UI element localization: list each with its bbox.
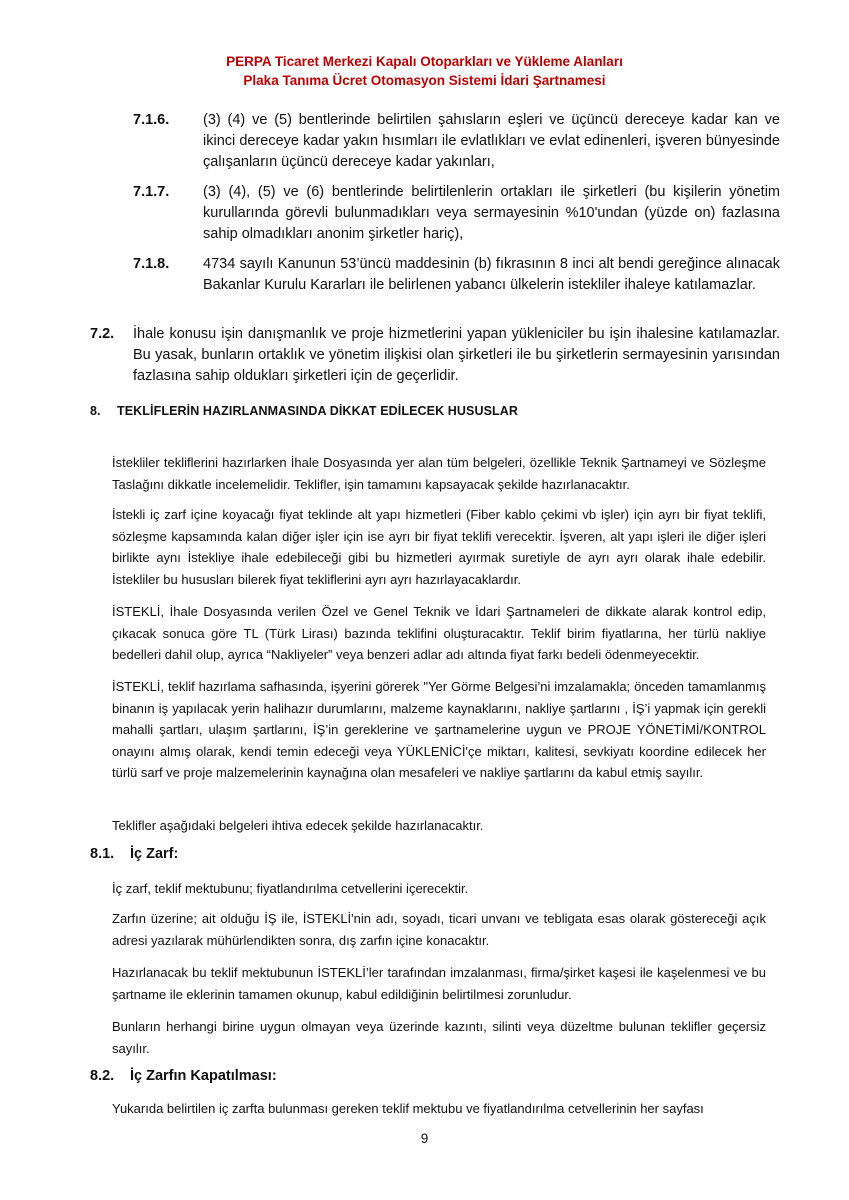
section-title: TEKLİFLERİN HAZIRLANMASINDA DİKKAT EDİLECEK HUSUSLAR — [117, 404, 519, 418]
section-8-1-heading — [90, 846, 178, 862]
paragraph: Yukarıda belirtilen iç zarfta bulunması gereken teklif mektubu ve fiyatlandırılma cetvellerinin her sayfası — [112, 1101, 704, 1116]
clause-text: (3) (4), (5) ve (6) bentlerinde belirtilenlerin ortakları ile şirketleri (bu kişilerin yönetim kurullarında görevli bulunmadıkları veya sermayesinin %10'undan (yüzde on) fazlasına sahip olmadıkları anonim şirketler hariç), — [203, 184, 780, 242]
page-number: 9 — [420, 1131, 429, 1146]
section-number: 8.1. — [90, 846, 115, 862]
clause-text: İhale konusu işin danışmanlık ve proje hizmetlerini yapan yükleniciler bu işin ihalesine katılamazlar. Bu yasak, bunların ortaklık ve yönetim ilişkisi olan şirketleri ile bu şirketlerin sermayesinin yarısından fazlasına sahip oldukları şirketleri için de geçerlidir. — [133, 326, 780, 384]
document-header — [0, 52, 849, 90]
section-title: İç Zarf: — [130, 846, 179, 862]
section-8-heading — [90, 404, 518, 418]
clause-number: 7.2. — [90, 326, 115, 342]
header-title-line-1: PERPA Ticaret Merkezi Kapalı Otoparkları ve Yükleme Alanları — [226, 54, 623, 69]
section-number: 8.2. — [90, 1068, 115, 1084]
paragraph: Bunların herhangi birine uygun olmayan veya üzerinde kazıntı, silinti veya düzeltme bulunan teklifler geçersiz sayılır. — [112, 1019, 766, 1056]
paragraph: İstekliler tekliflerini hazırlarken İhale Dosyasında yer alan tüm belgeleri, özellikle Teknik Şartnameyi ve Sözleşme Taslağını dikkatle incelemelidir. Teklifler, işin tamamını kapsayacak şekilde hazırlanacaktır. — [112, 455, 766, 492]
clause-text: 4734 sayılı Kanunun 53’üncü maddesinin (b) fıkrasının 8 inci alt bendi gereğince alınacak Bakanlar Kurulu Kararları ile belirlenen yabancı ülkelerin istekliler ihaleye katılamazlar. — [203, 256, 780, 293]
paragraph: İSTEKLİ, İhale Dosyasında verilen Özel ve Genel Teknik ve İdari Şartnameleri de dikkate alarak kontrol edip, çıkacak sonuca göre TL (Türk Lirası) bazında teklifini oluşturacaktır. Teklif birim fiyatlarına, her türlü nakliye bedelleri dahil olup, ayrıca “Nakliyeler” veya benzeri adlar adı altında fiyat farkı bedeli ödenmeyecektir. — [112, 604, 766, 662]
paragraph: İç zarf, teklif mektubunu; fiyatlandırılma cetvellerini içerecektir. — [112, 881, 469, 896]
clause-text: (3) (4) ve (5) bentlerinde belirtilen şahısların eşleri ve üçüncü dereceye kadar kan ve ikinci dereceye kadar yakın hısımları ile evlatlıkları ve evlat edinenleri, işveren bünyesinde çalışanların üçüncü dereceye kadar yakınları, — [203, 112, 780, 170]
paragraph: Hazırlanacak bu teklif mektubunun İSTEKLİ’ler tarafından imzalanması, firma/şirket kaşesi ile kaşelenmesi ve bu şartname ile eklerinin tamamen okunup, kabul edildiğinin belirtilmesi zorunludur. — [112, 965, 766, 1002]
paragraph: İstekli iç zarf içine koyacağı fiyat teklinde alt yapı hizmetleri (Fiber kablo çekimi vb işler) için ayrı bir fiyat teklifi, sözleşme kapsamında kalan diğer işler için ise ayrı bir fiyat teklifi verecektir. İşveren, alt yapı işleri ile diğer işleri birlikte aynı İstekliye ihale edebileceği gibi bu hizmetleri ayırmak suretiyle de ayrı ayrı olarak ihale edebilir. İstekliler bu hususları bilerek fiyat tekliflerini ayrı ayrı hazırlayacaklardır. — [112, 507, 766, 587]
clause-number: 7.1.8. — [133, 256, 170, 272]
paragraph: Zarfın üzerine; ait olduğu İŞ ile, İSTEKLİ'nin adı, soyadı, ticari unvanı ve tebligata esas olarak göstereceği açık adresi yazılarak mühürlendikten sonra, dış zarfın içine konacaktır. — [112, 911, 766, 948]
section-title: İç Zarfın Kapatılması: — [130, 1068, 277, 1084]
clause-number: 7.1.6. — [133, 112, 170, 128]
paragraph: Teklifler aşağıdaki belgeleri ihtiva edecek şekilde hazırlanacaktır. — [112, 818, 484, 833]
paragraph: İSTEKLİ, teklif hazırlama safhasında, işyerini görerek "Yer Görme Belgesi’ni imzalamakla; önceden tamamlanmış binanın iş yapılacak yerin halihazır durumlarını, malzeme kaynaklarını, nakliye şartlarını , İŞ’i yapmak için gerekli mahalli şartları, ulaşım şartlarını, İŞ’in gereklerine ve şartnamelerine uygun ve PROJE YÖNETİMİ/KONTROL onayını almış olarak, kendi temin edeceği veya YÜKLENİCİ'çe miktarı, kalitesi, sevkiyatı koordine edilecek her türlü sarf ve proje malzemelerinin kaynağına olan mesafeleri ve nakliye şartlarını da kabul etmiş sayılır. — [112, 679, 766, 780]
clause-number: 7.1.7. — [133, 184, 170, 200]
section-number: 8. — [90, 404, 101, 418]
header-title-line-2: Plaka Tanıma Ücret Otomasyon Sistemi İdari Şartnamesi — [243, 73, 606, 88]
section-8-2-heading — [90, 1068, 277, 1084]
